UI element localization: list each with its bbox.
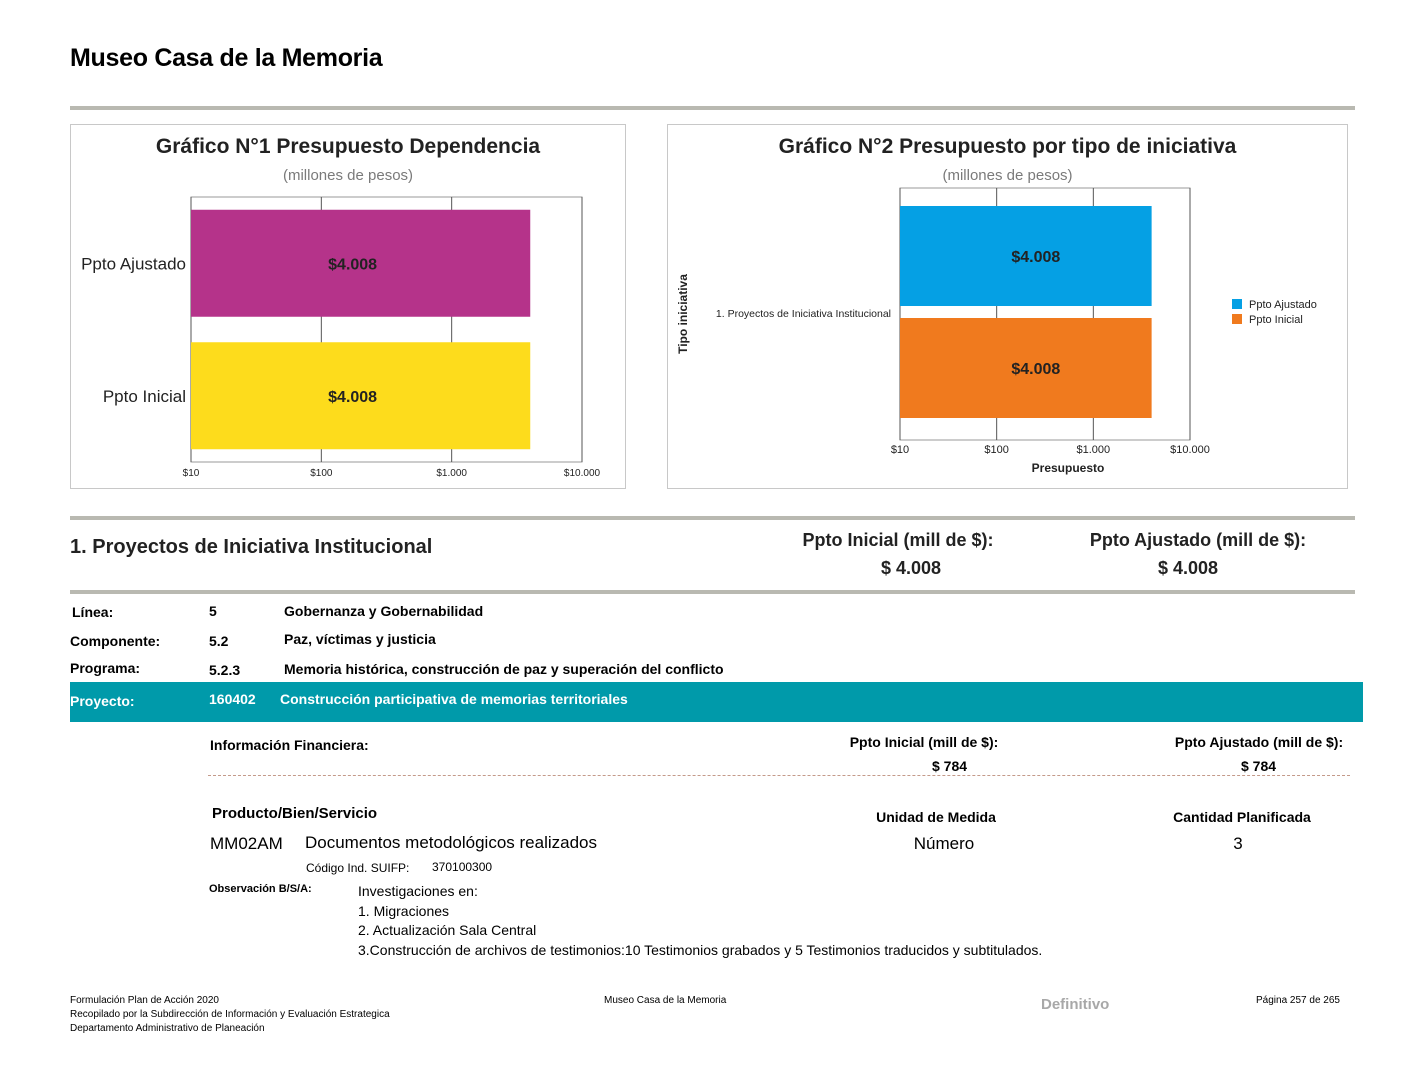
chart1-x-tick-label: $10.000: [563, 468, 601, 479]
product-code: MM02AM: [210, 834, 283, 853]
chart1-panel: [70, 124, 626, 489]
obs-line: 2. Actualización Sala Central: [358, 922, 537, 938]
chart2-x-tick-label: $10.000: [1170, 444, 1210, 456]
chart2-legend: [1232, 299, 1317, 326]
chart1-category-label: Ppto Inicial: [102, 386, 186, 406]
finance-ajustado-value: $ 784: [1241, 758, 1277, 774]
componente-label: Componente:: [70, 633, 161, 649]
project-bar: [70, 682, 1363, 722]
unidad-header: Unidad de Medida: [876, 809, 996, 825]
programa-code: 5.2.3: [209, 662, 241, 678]
header-divider: [70, 106, 1355, 110]
section-ajustado-label: Ppto Ajustado (mill de $):: [1089, 530, 1307, 550]
componente-text: Paz, víctimas y justicia: [284, 631, 436, 647]
footer-center: Museo Casa de la Memoria: [604, 995, 727, 1006]
proyecto-code: 160402: [209, 691, 256, 707]
chart2-svg: [668, 125, 1347, 488]
footer-line1: Formulación Plan de Acción 2020: [70, 995, 219, 1006]
chart1-title: Gráfico N°1 Presupuesto Dependencia: [155, 135, 541, 158]
section-divider-top: [70, 516, 1355, 520]
chart2-x-tick-label: $1.000: [1076, 444, 1111, 456]
componente-code: 5.2: [209, 633, 229, 649]
chart2-title: Gráfico N°2 Presupuesto por tipo de iniciativa: [778, 135, 1237, 158]
chart1-x-tick-label: $100: [310, 468, 333, 479]
programa-text: Memoria histórica, construcción de paz y superación del conflicto: [284, 661, 724, 677]
section-inicial-label: Ppto Inicial (mill de $):: [802, 530, 994, 550]
footer-line2: Recopilado por la Subdirección de Información y Evaluación Estrategica: [70, 1009, 390, 1020]
chart2-y-axis-label: Tipo iniciativa: [676, 274, 690, 354]
product-name: Documentos metodológicos realizados: [305, 833, 597, 852]
cantidad-header: Cantidad Planificada: [1173, 809, 1311, 825]
chart1-svg: [71, 125, 625, 488]
proyecto-label: Proyecto:: [70, 693, 135, 709]
proyecto-text: Construcción participativa de memorias territoriales: [280, 691, 628, 707]
obs-line: 1. Migraciones: [358, 902, 450, 919]
chart1-data-label: $4.008: [328, 256, 378, 274]
finance-inicial-value: $ 784: [932, 758, 968, 774]
footer-status: Definitivo: [1041, 996, 1110, 1013]
product-header: Producto/Bien/Servicio: [212, 805, 378, 822]
finance-inicial-label: Ppto Inicial (mill de $):: [849, 734, 999, 750]
footer-left: [70, 994, 390, 1036]
footer-line3: Departamento Administrativo de Planeación: [70, 1023, 265, 1034]
chart2-x-axis-label: Presupuesto: [1031, 461, 1105, 475]
obs-text: [358, 882, 1042, 960]
obs-line: 3.Construcción de archivos de testimonios:10 Testimonios grabados y 5 Testimonios traducidos y subtitulados.: [358, 941, 1043, 958]
chart1-x-tick-label: $1.000: [436, 468, 467, 479]
chart1-data-label: $4.008: [328, 388, 378, 406]
chart2-legend-label: Ppto Inicial: [1249, 314, 1303, 326]
chart2-data-label: $4.008: [1011, 249, 1061, 266]
linea-code: 5: [209, 603, 217, 619]
chart2-subtitle: (millones de pesos): [942, 167, 1073, 184]
section-inicial-value: $ 4.008: [881, 558, 942, 578]
footer-page: Página 257 de 265: [1256, 995, 1340, 1006]
chart2-x-tick-label: $100: [984, 444, 1009, 456]
chart2-panel: [667, 124, 1348, 489]
product-unidad: Número: [913, 834, 975, 853]
chart2-legend-swatch: [1232, 299, 1242, 309]
linea-label: Línea:: [72, 604, 114, 620]
section-divider-bottom: [70, 590, 1355, 594]
finance-ajustado-label: Ppto Ajustado (mill de $):: [1174, 734, 1344, 750]
obs-label: Observación B/S/A:: [209, 883, 312, 895]
finance-label: Información Financiera:: [210, 737, 369, 753]
chart2-category-label: 1. Proyectos de Iniciativa Institucional: [715, 308, 891, 320]
finance-divider: [208, 775, 1350, 776]
chart1-category-label: Ppto Ajustado: [81, 254, 186, 274]
page-title: Museo Casa de la Memoria: [70, 44, 383, 72]
chart1-x-tick-label: $10: [182, 468, 200, 479]
suifp-value: 370100300: [432, 860, 493, 874]
chart2-data-label: $4.008: [1011, 361, 1061, 378]
obs-line: Investigaciones en:: [358, 883, 478, 899]
section-title: 1. Proyectos de Iniciativa Institucional: [70, 536, 433, 558]
programa-label: Programa:: [70, 660, 141, 676]
chart1-subtitle: (millones de pesos): [282, 167, 414, 184]
section-ajustado-value: $ 4.008: [1158, 558, 1219, 578]
linea-text: Gobernanza y Gobernabilidad: [284, 603, 484, 619]
chart2-legend-label: Ppto Ajustado: [1249, 299, 1317, 311]
suifp-label: Código Ind. SUIFP:: [306, 861, 410, 875]
chart2-x-tick-label: $10: [890, 444, 910, 456]
chart2-legend-swatch: [1232, 314, 1242, 324]
product-cantidad: 3: [1233, 834, 1243, 853]
